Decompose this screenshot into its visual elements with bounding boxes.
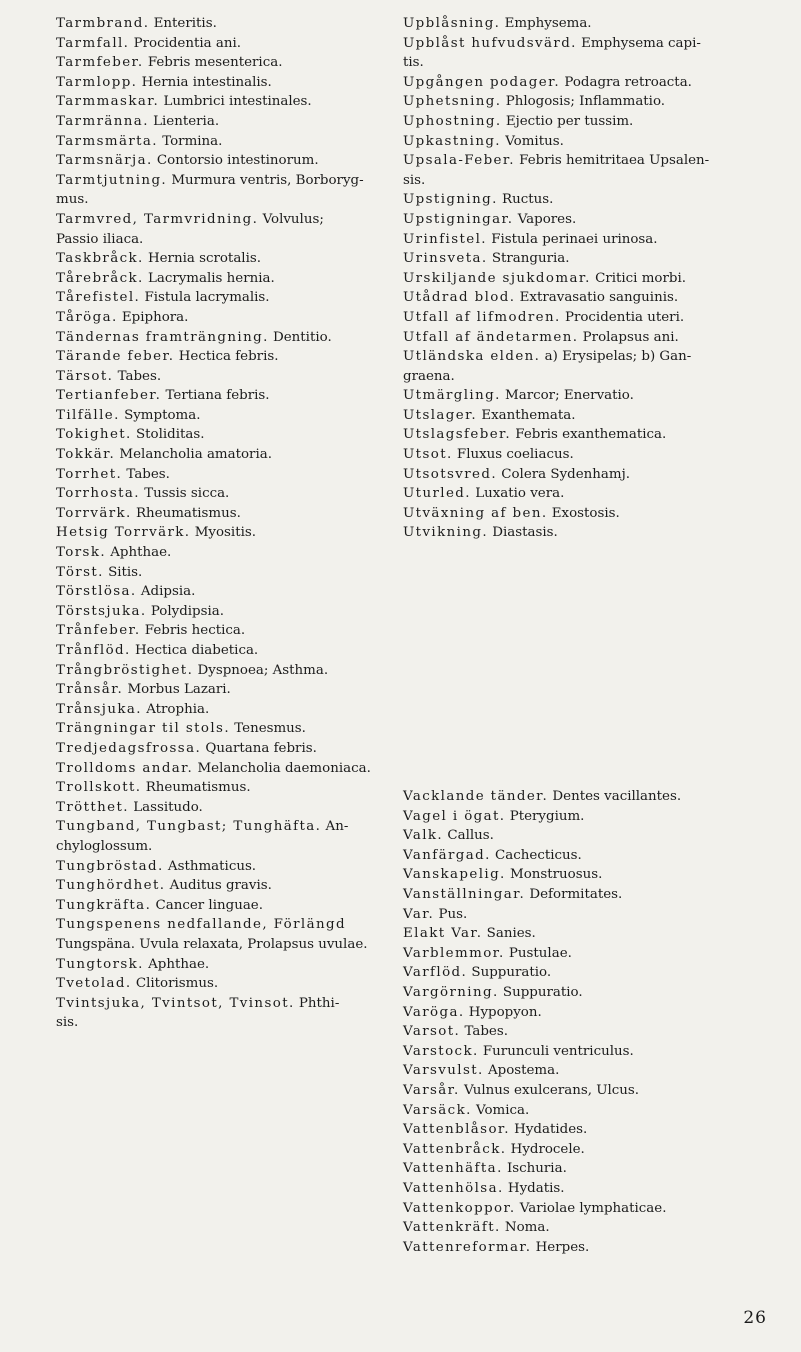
entry-continuation: mus.: [56, 192, 89, 208]
entry-term: Vanställningar.: [403, 887, 526, 902]
dictionary-entry: [403, 308, 783, 328]
entry-definition: Aphthae.: [110, 545, 172, 561]
entry-term: Utådrad blod.: [403, 290, 516, 306]
entry-definition: Tormina.: [162, 133, 223, 149]
entry-term: Utslagsfeber.: [403, 427, 512, 443]
dictionary-entry: [403, 328, 783, 348]
dictionary-entry: [56, 367, 392, 387]
column-gap: [403, 543, 783, 787]
entry-definition: Tabes.: [126, 466, 170, 482]
dictionary-entry: [56, 171, 392, 210]
entry-definition: Clitorismus.: [135, 976, 219, 992]
entry-definition: Febris mesenterica.: [147, 55, 283, 71]
entry-definition: Atrophia.: [146, 701, 210, 717]
entry-term: Vargörning.: [403, 984, 499, 1000]
dictionary-entry: [56, 151, 392, 171]
entry-term: Törstlösa.: [56, 584, 137, 600]
dictionary-entry: [403, 112, 783, 132]
entry-definition: Emphysema.: [504, 16, 592, 31]
entry-term: Tunghördhet.: [56, 878, 166, 894]
entry-term: Vattenhölsa.: [403, 1180, 504, 1196]
entry-definition: An-: [325, 819, 349, 835]
dictionary-entry: [403, 269, 783, 289]
dictionary-entry: [56, 308, 392, 328]
entry-definition: Vulnus exulcerans, Ulcus.: [463, 1082, 640, 1098]
entry-definition: Vomica.: [476, 1102, 530, 1118]
dictionary-entry: [403, 210, 783, 230]
entry-term: Vattenkräft.: [403, 1220, 501, 1236]
entry-definition: Tenesmus.: [234, 721, 306, 737]
entry-term: Tvetolad.: [56, 976, 132, 992]
dictionary-entry: [56, 778, 392, 798]
dictionary-entry: [56, 14, 392, 34]
dictionary-entry: [403, 406, 783, 426]
entry-definition: Dentes vacillantes.: [552, 789, 682, 805]
entry-term: Upkastning.: [403, 133, 501, 149]
entry-term: Elakt Var.: [403, 926, 483, 942]
dictionary-entry: [56, 249, 392, 269]
entry-definition: Phlogosis; Inflammatio.: [505, 94, 666, 110]
dictionary-entry: [403, 249, 783, 269]
entry-definition: Hectica diabetica.: [134, 643, 259, 658]
entry-term: Tungtorsk.: [56, 956, 144, 972]
entry-definition: Apostema.: [487, 1063, 560, 1079]
entry-definition: Pterygium.: [509, 808, 585, 824]
entry-definition: Asthmaticus.: [167, 858, 257, 874]
left-column: [56, 14, 392, 1033]
dictionary-entry: [56, 915, 392, 954]
entry-definition: Cancer linguae.: [155, 897, 263, 913]
dictionary-entry: [56, 602, 392, 622]
dictionary-entry: [403, 465, 783, 485]
dictionary-entry: [56, 425, 392, 445]
entry-term: Vanskapelig.: [403, 867, 506, 883]
entry-definition: Hernia scrotalis.: [147, 251, 261, 267]
entry-term: Tilfälle.: [56, 407, 120, 423]
entry-term: Tåröga.: [56, 309, 118, 325]
entry-definition: Vomitus.: [505, 133, 564, 149]
entry-definition: Quartana febris.: [205, 740, 317, 756]
dictionary-entry: [403, 1179, 783, 1199]
dictionary-entry: [403, 34, 783, 73]
entry-term: Upblåst hufvudsvärd.: [403, 35, 577, 51]
dictionary-entry: [56, 112, 392, 132]
dictionary-entry: [56, 700, 392, 720]
entry-definition: Phthi-: [298, 995, 340, 1011]
dictionary-entry: [403, 885, 783, 905]
dictionary-entry: [56, 523, 392, 543]
dictionary-entry: [56, 817, 392, 856]
entry-term: Varsot.: [403, 1024, 461, 1040]
entry-definition: Lumbrici intestinales.: [163, 94, 312, 110]
entry-definition: Dyspnoea; Asthma.: [197, 662, 329, 678]
dictionary-entry: [403, 73, 783, 93]
entry-term: Vattenbråck.: [403, 1141, 507, 1157]
entry-term: Törstsjuka.: [56, 603, 147, 619]
entry-term: Tungspenens nedfallande, Förlängd: [56, 917, 346, 933]
entry-term: Vagel i ögat.: [403, 808, 506, 824]
entry-term: Trötthet.: [56, 799, 129, 815]
entry-definition: Fistula perinaei urinosa.: [491, 231, 658, 247]
entry-term: Vattenblåsor.: [403, 1122, 510, 1138]
entry-definition: Luxatio vera.: [475, 486, 565, 502]
dictionary-entry: [403, 846, 783, 866]
dictionary-entry: [403, 924, 783, 944]
entry-term: Varsäck.: [403, 1102, 472, 1118]
entry-term: Torrhosta.: [56, 486, 140, 502]
entry-term: Tokighet.: [56, 427, 132, 443]
entry-term: Uturled.: [403, 486, 471, 502]
entry-term: Utväxning af ben.: [403, 505, 548, 521]
entry-definition: Dentitio.: [273, 329, 332, 345]
entry-definition: Hydatides.: [514, 1122, 588, 1138]
entry-definition: Pustulae.: [508, 945, 572, 961]
dictionary-entry: [403, 347, 783, 386]
dictionary-entry: [403, 1199, 783, 1219]
entry-definition: Lassitudo.: [133, 799, 203, 815]
entry-definition: Stranguria.: [491, 251, 570, 267]
dictionary-entry: [403, 1042, 783, 1062]
dictionary-entry: [403, 386, 783, 406]
entry-term: Varblemmor.: [403, 945, 505, 961]
dictionary-entry: [403, 484, 783, 504]
dictionary-entry: [56, 288, 392, 308]
entry-definition: Tabes.: [117, 368, 162, 384]
dictionary-entry: [56, 719, 392, 739]
dictionary-entry: [56, 484, 392, 504]
dictionary-entry: [403, 1003, 783, 1023]
entry-continuation: graena.: [403, 368, 455, 384]
entry-term: Torsk.: [56, 545, 106, 561]
entry-term: Vanfärgad.: [403, 847, 491, 863]
entry-continuation: chyloglossum.: [56, 838, 153, 854]
entry-definition: Diastasis.: [492, 525, 558, 541]
entry-definition: Auditus gravis.: [169, 878, 272, 894]
entry-term: Tarmbrand.: [56, 16, 150, 31]
dictionary-entry: [403, 1022, 783, 1042]
dictionary-entry: [56, 955, 392, 975]
entry-definition: Variolae lymphaticae.: [519, 1200, 667, 1216]
entry-definition: Stoliditas.: [135, 427, 205, 443]
dictionary-entry: [56, 974, 392, 994]
entry-definition: Epiphora.: [121, 309, 189, 325]
entry-definition: Adipsia.: [140, 584, 196, 600]
entry-definition: Hernia intestinalis.: [141, 74, 272, 90]
dictionary-entry: [56, 582, 392, 602]
entry-definition: Cachecticus.: [495, 847, 582, 863]
entry-term: Torrhet.: [56, 466, 123, 482]
dictionary-entry: [56, 92, 392, 112]
entry-term: Tårefistel.: [56, 290, 141, 306]
entry-term: Utsot.: [403, 447, 453, 463]
entry-definition: Ejectio per tussim.: [505, 113, 634, 129]
entry-continuation: Passio iliaca.: [56, 231, 144, 247]
entry-term: Vattenhäfta.: [403, 1161, 503, 1177]
dictionary-entry: [403, 1159, 783, 1179]
entry-definition: Polydipsia.: [150, 603, 225, 619]
entry-term: Tungbröstad.: [56, 858, 164, 874]
dictionary-entry: [403, 944, 783, 964]
entry-term: Tarmsnärja.: [56, 153, 153, 169]
entry-definition: Callus.: [447, 828, 494, 844]
dictionary-entry: [56, 328, 392, 348]
entry-term: Upsala-Feber.: [403, 153, 515, 169]
dictionary-entry: [56, 34, 392, 54]
dictionary-entry: [403, 983, 783, 1003]
dictionary-entry: [403, 807, 783, 827]
entry-term: Upstigningar.: [403, 211, 514, 227]
entry-definition: Marcor; Enervatio.: [505, 388, 634, 404]
dictionary-entry: [56, 504, 392, 524]
entry-term: Utländska elden.: [403, 349, 541, 365]
entry-definition: Noma.: [504, 1220, 550, 1236]
entry-definition: Sitis.: [108, 564, 143, 580]
dictionary-entry: [403, 1101, 783, 1121]
dictionary-entry: [403, 190, 783, 210]
entry-definition: Podagra retroacta.: [564, 74, 692, 90]
entry-continuation: sis.: [56, 1015, 79, 1031]
entry-term: Trånfeber.: [56, 623, 141, 639]
entry-term: Utmärgling.: [403, 388, 501, 404]
dictionary-entry: [56, 445, 392, 465]
entry-definition: Fistula lacrymalis.: [144, 290, 270, 306]
dictionary-entry: [56, 269, 392, 289]
dictionary-entry: [403, 92, 783, 112]
entry-term: Utslager.: [403, 407, 478, 423]
entry-definition: Hydatis.: [507, 1180, 565, 1196]
entry-definition: Fluxus coeliacus.: [456, 447, 574, 463]
entry-definition: Rheumatismus.: [135, 505, 241, 521]
entry-definition: Pus.: [438, 906, 468, 922]
entry-term: Trånsår.: [56, 682, 124, 698]
entry-term: Urinsveta.: [403, 251, 488, 267]
entry-term: Vattenreformar.: [403, 1239, 532, 1255]
entry-definition: Herpes.: [535, 1239, 590, 1255]
dictionary-entry: [403, 288, 783, 308]
dictionary-entry: [56, 132, 392, 152]
entry-term: Tertianfeber.: [56, 388, 162, 404]
entry-definition: Exostosis.: [551, 505, 620, 521]
entry-term: Varöga.: [403, 1004, 465, 1020]
entry-definition: Colera Sydenhamj.: [501, 466, 630, 482]
entry-definition: Symptoma.: [124, 407, 201, 423]
entry-term: Tarmfall.: [56, 35, 130, 51]
dictionary-entry: [403, 14, 783, 34]
dictionary-entry: [403, 1218, 783, 1238]
entry-term: Tärsot.: [56, 368, 114, 384]
dictionary-entry: [403, 1081, 783, 1101]
entry-term: Taskbråck.: [56, 251, 144, 267]
dictionary-entry: [56, 543, 392, 563]
entry-continuation: tis.: [403, 55, 424, 71]
entry-definition: Prolapsus ani.: [582, 329, 679, 345]
dictionary-entry: [403, 1061, 783, 1081]
entry-definition: Tertiana febris.: [165, 388, 270, 404]
dictionary-entry: [403, 905, 783, 925]
entry-term: Tvintsjuka, Tvintsot, Tvinsot.: [56, 995, 295, 1011]
entry-term: Urinfistel.: [403, 231, 487, 247]
dictionary-entry: [403, 132, 783, 152]
entry-term: Utfall af ändetarmen.: [403, 329, 579, 345]
entry-continuation: sis.: [403, 172, 426, 188]
entry-definition: Hectica febris.: [178, 349, 279, 365]
entry-definition: Febris hemitritaea Upsalen-: [519, 153, 710, 169]
entry-term: Upstigning.: [403, 192, 498, 208]
entry-term: Trollskott.: [56, 780, 142, 796]
entry-term: Trånflöd.: [56, 643, 131, 658]
dictionary-entry: [56, 680, 392, 700]
entry-term: Utsotsvred.: [403, 466, 497, 482]
page-number: 26: [743, 1308, 767, 1328]
dictionary-entry: [56, 857, 392, 877]
entry-term: Utfall af lifmodren.: [403, 309, 561, 325]
entry-definition: Volvulus;: [262, 211, 324, 227]
entry-term: Valk.: [403, 828, 444, 844]
entry-term: Urskiljande sjukdomar.: [403, 270, 591, 286]
entry-term: Tungband, Tungbast; Tunghäfta.: [56, 819, 322, 835]
dictionary-entry: [403, 425, 783, 445]
dictionary-entry: [56, 994, 392, 1033]
dictionary-entry: [56, 406, 392, 426]
entry-definition: Exanthemata.: [481, 407, 576, 423]
entry-term: Varflöd.: [403, 965, 468, 981]
dictionary-entry: [56, 661, 392, 681]
entry-definition: Febris exanthematica.: [515, 427, 667, 443]
entry-term: Tarmlopp.: [56, 74, 138, 90]
dictionary-entry: [56, 641, 392, 661]
dictionary-entry: [403, 230, 783, 250]
entry-term: Tårebråck.: [56, 270, 144, 286]
entry-term: Törst.: [56, 564, 104, 580]
entry-definition: Melancholia amatoria.: [119, 447, 272, 463]
right-column-top: [403, 14, 783, 543]
entry-term: Torrvärk.: [56, 505, 132, 521]
entry-term: Tarmvred, Tarmvridning.: [56, 211, 259, 227]
entry-term: Uphostning.: [403, 113, 502, 129]
entry-term: Vattenkoppor.: [403, 1200, 516, 1216]
entry-term: Tärande feber.: [56, 349, 175, 365]
entry-definition: Lienteria.: [153, 113, 220, 129]
entry-definition: Rheumatismus.: [145, 780, 251, 796]
dictionary-entry: [403, 504, 783, 524]
entry-definition: Melancholia daemoniaca.: [197, 760, 371, 776]
entry-definition: Aphthae.: [148, 956, 210, 972]
entry-term: Utvikning.: [403, 525, 488, 541]
dictionary-entry: [403, 1120, 783, 1140]
entry-term: Tarmfeber.: [56, 55, 144, 71]
dictionary-entry: [403, 151, 783, 190]
entry-term: Uphetsning.: [403, 94, 502, 110]
entry-term: Upblåsning.: [403, 16, 501, 31]
entry-definition: Procidentia ani.: [133, 35, 242, 51]
dictionary-entry: [403, 963, 783, 983]
dictionary-entry: [403, 865, 783, 885]
entry-definition: Critici morbi.: [595, 270, 686, 286]
entry-term: Tändernas framträngning.: [56, 329, 269, 345]
dictionary-entry: [56, 798, 392, 818]
entry-definition: Monstruosus.: [509, 867, 603, 883]
entry-definition: Contorsio intestinorum.: [156, 153, 319, 169]
dictionary-entry: [403, 445, 783, 465]
entry-term: Vacklande tänder.: [403, 789, 549, 805]
entry-definition: Hypopyon.: [468, 1004, 542, 1020]
entry-term: Upgången podager.: [403, 74, 561, 90]
dictionary-entry: [56, 621, 392, 641]
entry-continuation: Tungspäna. Uvula relaxata, Prolapsus uvulae.: [56, 936, 368, 952]
dictionary-entry: [56, 739, 392, 759]
dictionary-entry: [403, 1238, 783, 1258]
dictionary-entry: [56, 465, 392, 485]
dictionary-entry: [403, 523, 783, 543]
dictionary-entry: [56, 876, 392, 896]
entry-term: Tungkräfta.: [56, 897, 152, 913]
dictionary-entry: [56, 73, 392, 93]
entry-definition: Emphysema capi-: [581, 35, 701, 51]
dictionary-entry: [56, 347, 392, 367]
dictionary-entry: [403, 787, 783, 807]
entry-term: Trängningar til stols.: [56, 721, 230, 737]
entry-definition: Extravasatio sanguinis.: [519, 290, 679, 306]
entry-term: Trolldoms andar.: [56, 760, 194, 776]
entry-definition: Myositis.: [194, 525, 257, 541]
entry-term: Varsvulst.: [403, 1063, 484, 1079]
entry-term: Tredjedagsfrossa.: [56, 740, 202, 756]
entry-definition: Tabes.: [464, 1024, 508, 1040]
entry-definition: a) Erysipelas; b) Gan-: [544, 349, 692, 365]
entry-definition: Furunculi ventriculus.: [482, 1043, 634, 1059]
entry-definition: Sanies.: [486, 926, 536, 942]
dictionary-entry: [56, 759, 392, 779]
entry-definition: Morbus Lazari.: [127, 682, 231, 698]
entry-definition: Suppuratio.: [502, 984, 583, 1000]
entry-term: Trångbröstighet.: [56, 662, 194, 678]
dictionary-entry: [403, 826, 783, 846]
entry-definition: Tussis sicca.: [144, 486, 230, 502]
entry-definition: Procidentia uteri.: [564, 309, 685, 325]
dictionary-entry: [56, 896, 392, 916]
dictionary-entry: [56, 53, 392, 73]
dictionary-entry: [56, 210, 392, 249]
entry-term: Trånsjuka.: [56, 701, 142, 717]
entry-definition: Lacrymalis hernia.: [147, 270, 275, 286]
right-column-bottom: [403, 787, 783, 1257]
entry-definition: Enteritis.: [153, 16, 217, 31]
dictionary-entry: [403, 1140, 783, 1160]
entry-term: Tokkär.: [56, 447, 116, 463]
entry-term: Tarmmaskar.: [56, 94, 160, 110]
entry-definition: Ructus.: [502, 192, 554, 208]
right-column: [403, 14, 783, 1257]
entry-term: Tarmränna.: [56, 113, 149, 129]
entry-definition: Vapores.: [517, 211, 577, 227]
entry-term: Varsår.: [403, 1082, 460, 1098]
entry-definition: Murmura ventris, Borboryg-: [171, 172, 364, 188]
entry-definition: Deformitates.: [529, 887, 623, 902]
entry-definition: Febris hectica.: [144, 623, 246, 639]
entry-term: Hetsig Torrvärk.: [56, 525, 191, 541]
entry-definition: Ischuria.: [507, 1161, 567, 1177]
entry-definition: Suppuratio.: [471, 965, 552, 981]
dictionary-entry: [56, 563, 392, 583]
entry-term: Varstock.: [403, 1043, 479, 1059]
entry-term: Tarmsmärta.: [56, 133, 158, 149]
entry-term: Var.: [403, 906, 435, 922]
dictionary-entry: [56, 386, 392, 406]
entry-term: Tarmtjutning.: [56, 172, 168, 188]
entry-definition: Hydrocele.: [510, 1141, 585, 1157]
